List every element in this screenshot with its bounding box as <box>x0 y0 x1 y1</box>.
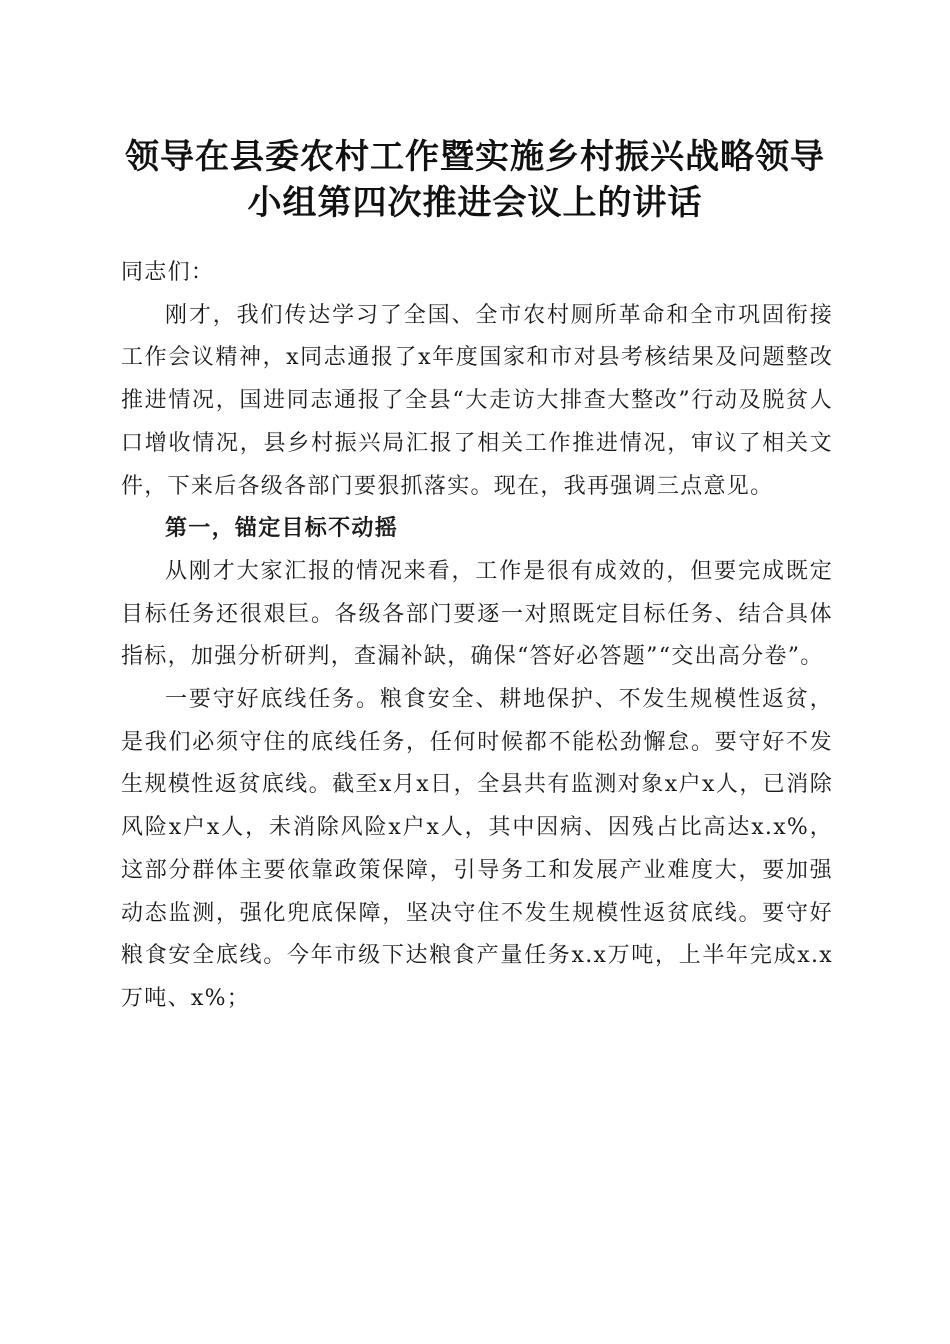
document-body <box>121 252 833 1021</box>
paragraph-section-1-intro: 从刚才大家汇报的情况来看，工作是很有成效的，但要完成既定目标任务还很艰巨。各级各部门要逐一对照既定目标任务、结合具体指标，加强分析研判，查漏补缺，确保“答好必答题”“交出高分卷”。 <box>121 558 833 670</box>
document-title <box>110 134 840 226</box>
title-line-1: 领导在县委农村工作暨实施乡村振兴战略领导 <box>125 137 825 177</box>
title-line-2: 小组第四次推进会议上的讲话 <box>247 183 703 223</box>
paragraph-opening: 刚才，我们传达学习了全国、全市农村厕所革命和全市巩固衔接工作会议精神，x同志通报了x年度国家和市对县考核结果及问题整改推进情况，国进同志通报了全县“大走访大排查大整改”行动及脱贫人口增收情况，县乡村振兴局汇报了相关工作推进情况，审议了相关文件，下来后各级各部门要狠抓落实。现在，我再强调三点意见。 <box>121 302 833 499</box>
paragraph-bottom-line-tasks: 一要守好底线任务。粮食安全、耕地保护、不发生规模性返贫，是我们必须守住的底线任务，任何时候都不能松劲懈怠。要守好不发生规模性返贫底线。截至x月x日，全县共有监测对象x户x人，已消除风险x户x人，未消除风险x户x人，其中因病、因残占比高达x.x%，这部分群体主要依靠政策保障，引导务工和发展产业难度大，要加强动态监测，强化兜底保障，坚决守住不发生规模性返贫底线。要守好粮食安全底线。今年市级下达粮食产量任务x.x万吨，上半年完成x.x万吨、x%； <box>121 687 833 1011</box>
section-heading-1: 第一，锚定目标不动摇 <box>165 516 399 542</box>
salutation: 同志们： <box>121 260 215 285</box>
